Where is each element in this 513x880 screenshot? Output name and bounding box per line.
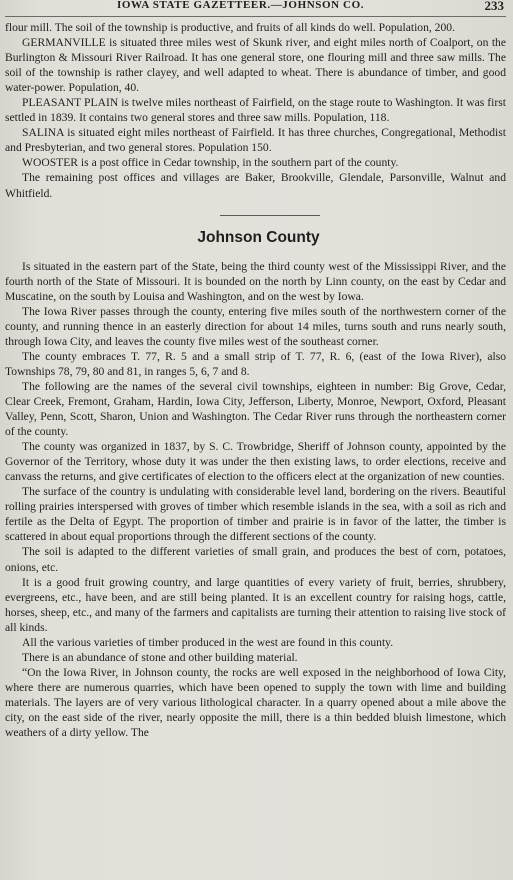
paragraph: All the various varieties of timber produced in the west are found in this county. xyxy=(22,635,394,649)
paragraph: The remaining post offices and villages are Baker, Brookville, Glendale, Parsonville, Walnut and Whitfield. xyxy=(5,171,506,200)
paragraph: The county embraces T. 77, R. 5 and a small strip of T. 77, R. 6, (east of the Iowa River), also Townships 78, 79, 80 and 81, in ranges 5, 6, 7 and 8. xyxy=(5,349,506,378)
paragraph: The soil is adapted to the different varieties of small grain, and produces the best of corn, potatoes, onions, etc. xyxy=(5,545,506,574)
section-divider-rule xyxy=(220,215,320,216)
previous-county-continuation xyxy=(5,20,506,201)
paragraph: “On the Iowa River, in Johnson county, the rocks are well exposed in the neighborhood of Iowa City, where there are numerous quarries, which have been opened to supply the town with lime and building materials. The layers are of very various lithological character. In a quarry opened about a mile above the city, on the east side of the river, nearly opposite the mill, there is a thin bedded bluish limestone, which weathers of a dirty yellow. The xyxy=(5,665,506,740)
paragraph: flour mill. The soil of the township is productive, and fruits of all kinds do well. Population, 200. xyxy=(5,21,455,34)
paragraph: The county was organized in 1837, by S. C. Trowbridge, Sheriff of Johnson county, appointed by the Governor of the Territory, whose duty it was under the then existing laws, to order elections, receive and canvass the returns, and give certificates of election to the officers elect at the organization of new counties. xyxy=(5,440,506,484)
section-heading: Johnson County xyxy=(197,228,320,246)
paragraph: There is an abundance of stone and other building material. xyxy=(22,650,298,664)
running-header xyxy=(5,0,506,17)
page-number: 233 xyxy=(484,0,504,13)
paragraph: PLEASANT PLAIN is twelve miles northeast of Fairfield, on the stage route to Washington. It was first settled in 1839. It contains two general stores and three saw mills. Population, 118. xyxy=(5,96,506,125)
paragraph: The following are the names of the several civil townships, eighteen in number: Big Grove, Cedar, Clear Creek, Fremont, Graham, Hardin, Iowa City, Jefferson, Liberty, Monroe, Newport, Oxford, Pleasant Valley, Penn, Scott, Sharon, Union and Washington. The Cedar River runs through the northeastern corner of the county. xyxy=(5,379,506,439)
paragraph: WOOSTER is a post office in Cedar township, in the southern part of the county. xyxy=(22,156,399,170)
johnson-county-section xyxy=(5,259,506,741)
paragraph: The Iowa River passes through the county, entering five miles south of the northwestern corner of the county, and running thence in an easterly direction for about 14 miles, turns south and runs nearly south, through Iowa City, and leaves the county five miles west of the southeast corner. xyxy=(5,304,506,348)
paragraph: The surface of the country is undulating with considerable level land, bordering on the rivers. Beautiful rolling prairies interspersed with groves of timber which resemble islands in the sea, with a soil as rich and fertile as the Delta of Egypt. The proportion of timber and prairie is in favor of the latter, the timber is scattered in about equal proportions through the different sections of the county. xyxy=(5,485,506,544)
paragraph: It is a good fruit growing country, and large quantities of every variety of fruit, berries, shrubbery, evergreens, etc., have been, and are still being planted. It is an excellent country for raising hogs, cattle, horses, sheep, etc., and many of the farmers and capitalists are turning their attention to raising live stock of all kinds. xyxy=(5,575,506,634)
paragraph: GERMANVILLE is situated three miles west of Skunk river, and eight miles north of Coalport, on the Burlington & Missouri River Railroad. It has one general store, one flouring mill and three saw mills. The soil of the township is rather clayey, and well adapted to wheat. There is abundance of timber, and good water-power. Population, 40. xyxy=(5,36,506,95)
paragraph: Is situated in the eastern part of the State, being the third county west of the Mississippi River, and the fourth north of the State of Missouri. It is bounded on the north by Linn county, on the east by Cedar and Muscatine, on the south by Louisa and Washington, and on the west by Iowa. xyxy=(5,259,506,303)
running-title: IOWA STATE GAZETTEER.—JOHNSON CO. xyxy=(117,0,365,11)
paragraph: SALINA is situated eight miles northeast of Fairfield. It has three churches, Congregational, Methodist and Presbyterian, and two general stores. Population 150. xyxy=(5,126,506,155)
